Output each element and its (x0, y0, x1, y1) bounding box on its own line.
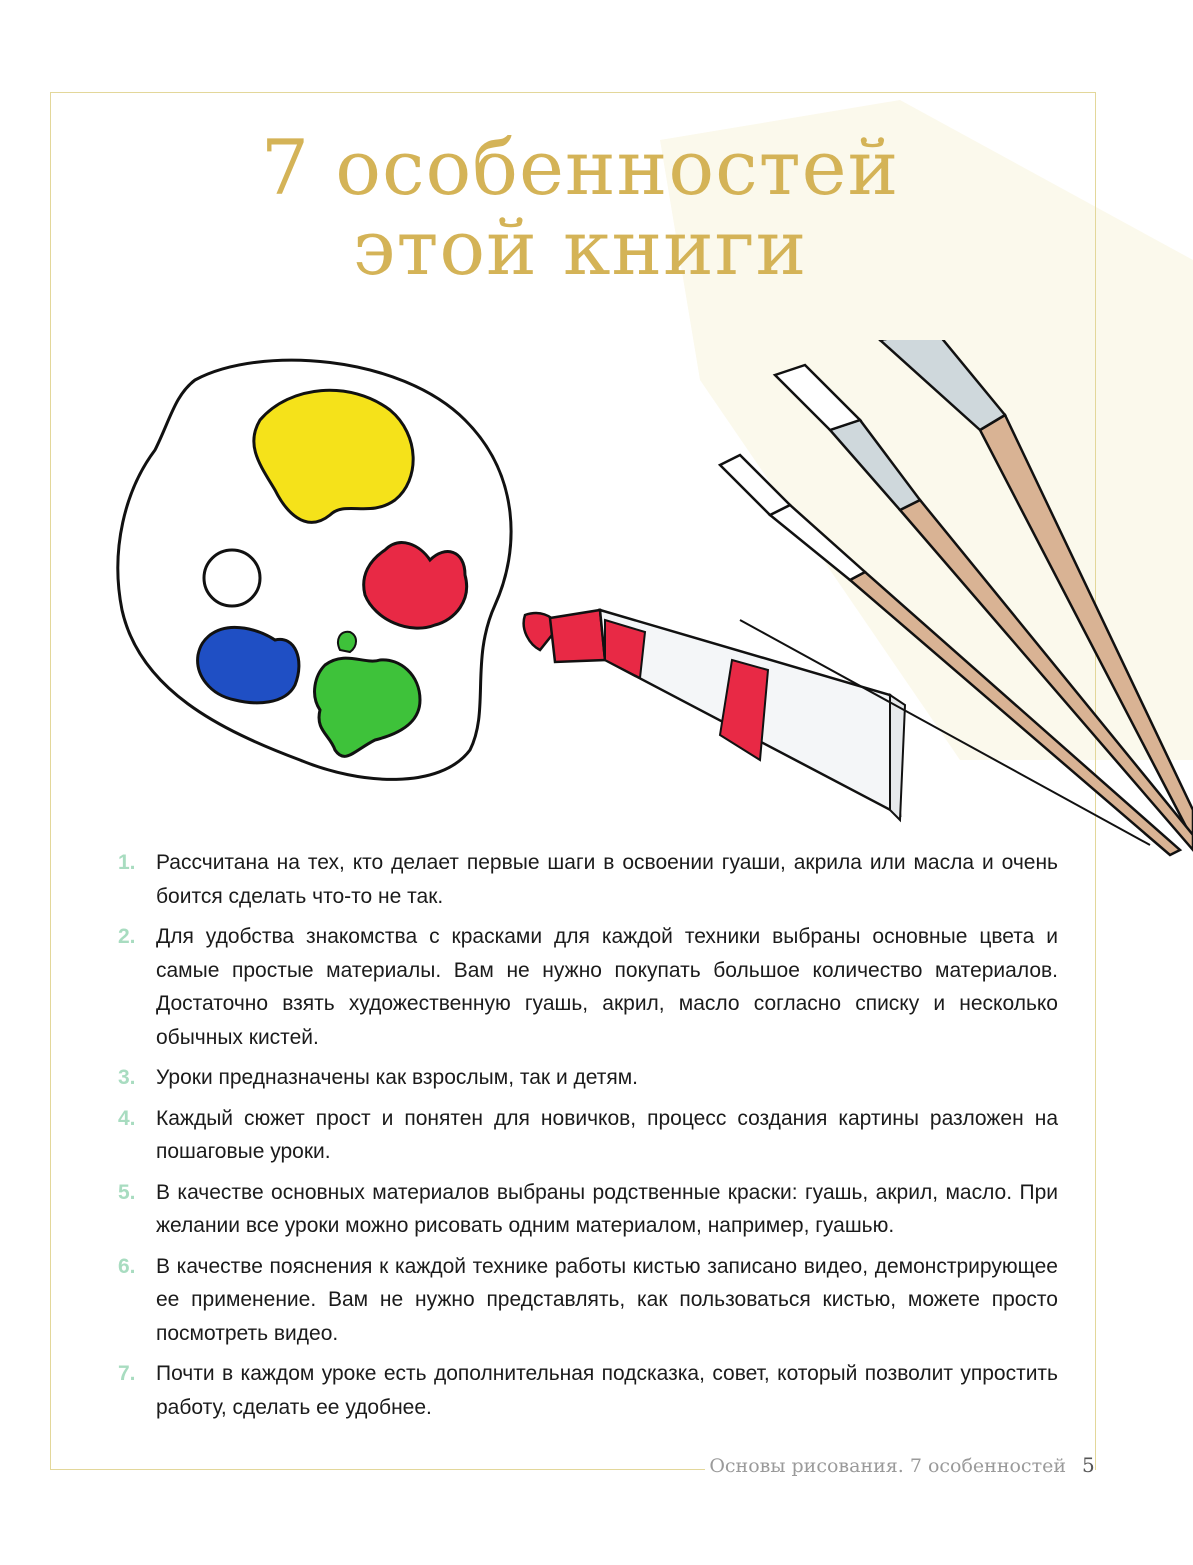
list-item-number: 5. (118, 1180, 136, 1204)
list-item (118, 1061, 1058, 1095)
list-item (118, 1250, 1058, 1351)
page-title-line-2: этой книги (352, 203, 808, 292)
list-item-text: В качестве пояснения к каждой технике работы кистью записано видео, демонстрирующее ее применение. Вам не нужно представлять, как пользоваться кистью, можете просто посмотреть видео. (156, 1254, 1058, 1345)
list-item-text: Уроки предназначены как взрослым, так и детям. (156, 1066, 639, 1089)
list-item-number: 1. (118, 851, 136, 874)
list-item (118, 846, 1058, 913)
palette-icon (118, 360, 511, 779)
list-item-text: В качестве основных материалов выбраны родственные краски: гуашь, акрил, масло. При желании все уроки можно рисовать одним материалом, например, гуашью. (156, 1180, 1058, 1237)
list-item-text: Для удобства знакомства с красками для каждой техники выбраны основные цвета и самые простые материалы. Вам не нужно покупать большое количество материалов. Достаточно взять художественную гуашь, акрил, масло согласно списку и несколько обычных кистей. (156, 925, 1058, 1049)
list-item-number: 7. (118, 1362, 136, 1385)
list-item-text: Каждый сюжет прост и понятен для новичков, процесс создания картины разложен на пошаговые уроки. (156, 1106, 1058, 1163)
list-item (118, 920, 1058, 1054)
features-list (118, 846, 1058, 1431)
list-item-number: 2. (118, 925, 136, 948)
list-item-number: 4. (118, 1106, 136, 1130)
brushes-icon (720, 340, 1193, 855)
list-item (118, 1357, 1058, 1424)
page-title-line-1: 7 особенностей (260, 123, 900, 212)
list-item-number: 3. (118, 1066, 136, 1089)
list-item (118, 1176, 1058, 1243)
list-item (118, 1102, 1058, 1169)
list-item-text: Рассчитана на тех, кто делает первые шаги в освоении гуаши, акрила или масла и очень боится сделать что-то не так. (156, 851, 1058, 908)
page-title (160, 123, 1000, 292)
page-number: 5 (1082, 1453, 1095, 1477)
palette-brushes-illustration (100, 340, 1193, 860)
list-item-text: Почти в каждом уроке есть дополнительная подсказка, совет, который позволит упростить работу, сделать ее удобнее. (156, 1362, 1058, 1419)
paint-tube-icon (524, 610, 905, 820)
running-title: Основы рисования. 7 особенностей (709, 1455, 1066, 1477)
page-frame-bottom-line (50, 1469, 705, 1470)
list-item-number: 6. (118, 1254, 136, 1278)
